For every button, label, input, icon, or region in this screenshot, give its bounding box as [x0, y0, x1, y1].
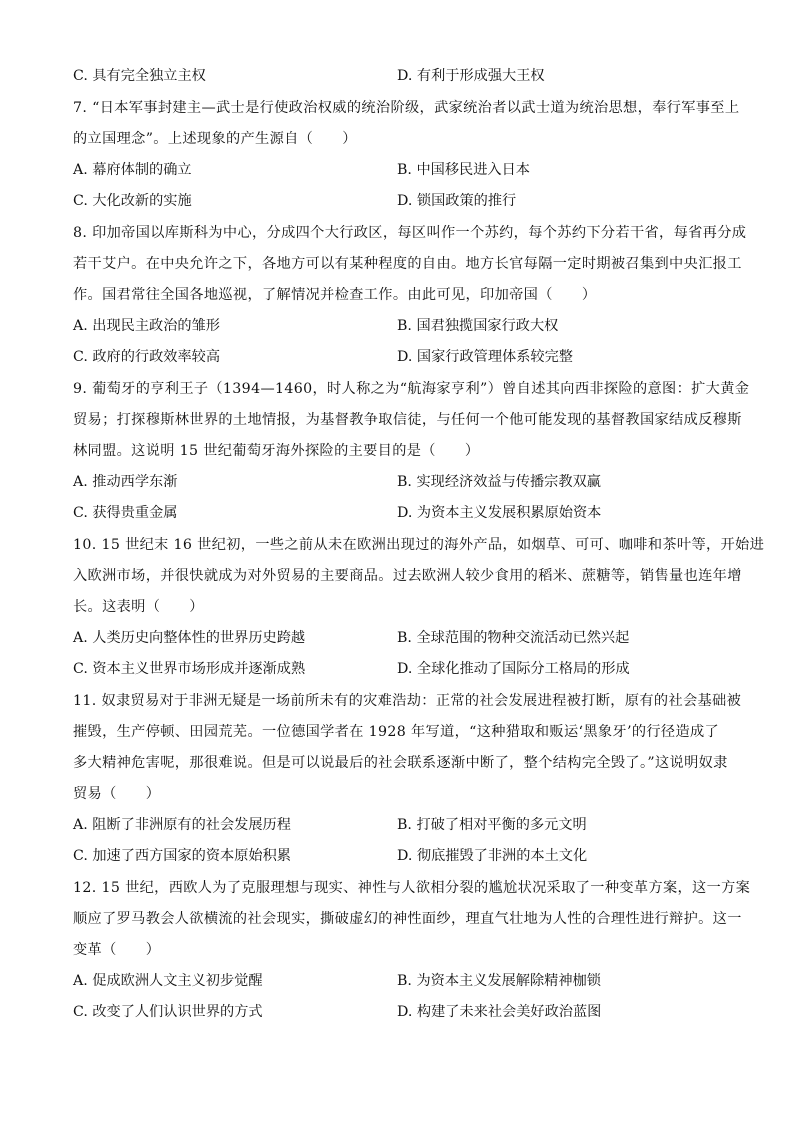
q8-stem-line: 作。国君常往全国各地巡视，了解情况并检查工作。由此可见，印加帝国（ ） [73, 287, 597, 303]
q11-option-a: A. 阻断了非洲原有的社会发展历程 [73, 817, 291, 833]
q11-stem-line: 贸易（ ） [73, 786, 161, 802]
q8-stem-line: 若干艾户。在中央允许之下，各地方可以有某种程度的自由。地方长官每隔一定时期被召集到中央汇报工 [73, 256, 742, 272]
q11-option-d: D. 彻底摧毁了非洲的本土文化 [397, 848, 588, 864]
q12-option-a: A. 促成欧洲人文主义初步觉醒 [73, 973, 263, 989]
q10-option-a: A. 人类历史向整体性的世界历史跨越 [73, 630, 306, 646]
q10-stem-line: 10. 15 世纪末 16 世纪初，一些之前从未在欧洲出现过的海外产品，如烟草、可可、咖啡和茶叶等，开始进 [73, 537, 765, 553]
q9-stem-line: 林同盟。这说明 15 世纪葡萄牙海外探险的主要目的是（ ） [73, 443, 480, 459]
q10-option-d: D. 全球化推动了国际分工格局的形成 [397, 661, 630, 677]
q8-option-d: D. 国家行政管理体系较完整 [397, 349, 573, 365]
q12-stem-line: 顺应了罗马教会人欲横流的社会现实，撕破虚幻的神性面纱，理直气壮地为人性的合理性进行辩护。这一 [73, 911, 742, 927]
q9-option-d: D. 为资本主义发展积累原始资本 [397, 505, 602, 521]
q7-option-c: C. 大化改新的实施 [73, 193, 192, 209]
q6-option-c: C. 具有完全独立主权 [73, 68, 206, 84]
q7-option-a: A. 幕府体制的确立 [73, 162, 192, 178]
q7-option-b: B. 中国移民进入日本 [397, 162, 530, 178]
q10-option-b: B. 全球范围的物种交流活动已然兴起 [397, 630, 630, 646]
q12-option-c: C. 改变了人们认识世界的方式 [73, 1004, 263, 1020]
q11-stem-line: 摧毁，生产停顿、田园荒芜。一位德国学者在 1928 年写道，“这种猎取和贩运‘黑象牙’的行径造成了 [73, 724, 720, 740]
q8-option-c: C. 政府的行政效率较高 [73, 349, 221, 365]
q12-stem-line: 12. 15 世纪，西欧人为了克服理想与现实、神性与人欲相分裂的尴尬状况采取了一种变革方案，这一方案 [73, 880, 751, 896]
q8-option-b: B. 国君独揽国家行政大权 [397, 318, 559, 334]
q9-option-a: A. 推动西学东渐 [73, 474, 178, 490]
q7-stem-line: 7. “日本军事封建主—武士是行使政治权威的统治阶级，武家统治者以武士道为统治思想，奉行军事至上 [73, 100, 740, 116]
q8-option-a: A. 出现民主政治的雏形 [73, 318, 220, 334]
q7-stem-line: 的立国理念”。上述现象的产生源自（ ） [73, 131, 357, 147]
q11-option-c: C. 加速了西方国家的资本原始积累 [73, 848, 291, 864]
q9-stem-line: 贸易；打探穆斯林世界的土地情报，为基督教争取信徒，与任何一个他可能发现的基督教国家结成反穆斯 [73, 412, 742, 428]
q7-option-d: D. 锁国政策的推行 [397, 193, 517, 209]
q10-stem-line: 长。这表明（ ） [73, 599, 204, 615]
q9-option-c: C. 获得贵重金属 [73, 505, 178, 521]
q8-stem-line: 8. 印加帝国以库斯科为中心，分成四个大行政区，每区叫作一个苏约，每个苏约下分若干省，每省再分成 [73, 225, 747, 241]
q11-stem-line: 多大精神危害呢，那很难说。但是可以说最后的社会联系逐渐中断了，整个结构完全毁了。”这说明奴隶 [73, 755, 728, 771]
q11-stem-line: 11. 奴隶贸易对于非洲无疑是一场前所未有的灾难浩劫：正常的社会发展进程被打断，原有的社会基础被 [73, 693, 742, 709]
q10-option-c: C. 资本主义世界市场形成并逐渐成熟 [73, 661, 306, 677]
q12-option-b: B. 为资本主义发展解除精神枷锁 [397, 973, 601, 989]
q10-stem-line: 入欧洲市场，并很快就成为对外贸易的主要商品。过去欧洲人较少食用的稻米、蔗糖等，销售量也连年增 [73, 568, 742, 584]
q9-option-b: B. 实现经济效益与传播宗教双赢 [397, 474, 601, 490]
q11-option-b: B. 打破了相对平衡的多元文明 [397, 817, 587, 833]
q9-stem-line: 9. 葡萄牙的亨利王子（1394—1460，时人称之为“航海家亨利”）曾自述其向西非探险的意图：扩大黄金 [73, 381, 750, 397]
q6-option-d: D. 有利于形成强大王权 [397, 68, 545, 84]
q12-stem-line: 变革（ ） [73, 942, 161, 958]
q12-option-d: D. 构建了未来社会美好政治蓝图 [397, 1004, 602, 1020]
